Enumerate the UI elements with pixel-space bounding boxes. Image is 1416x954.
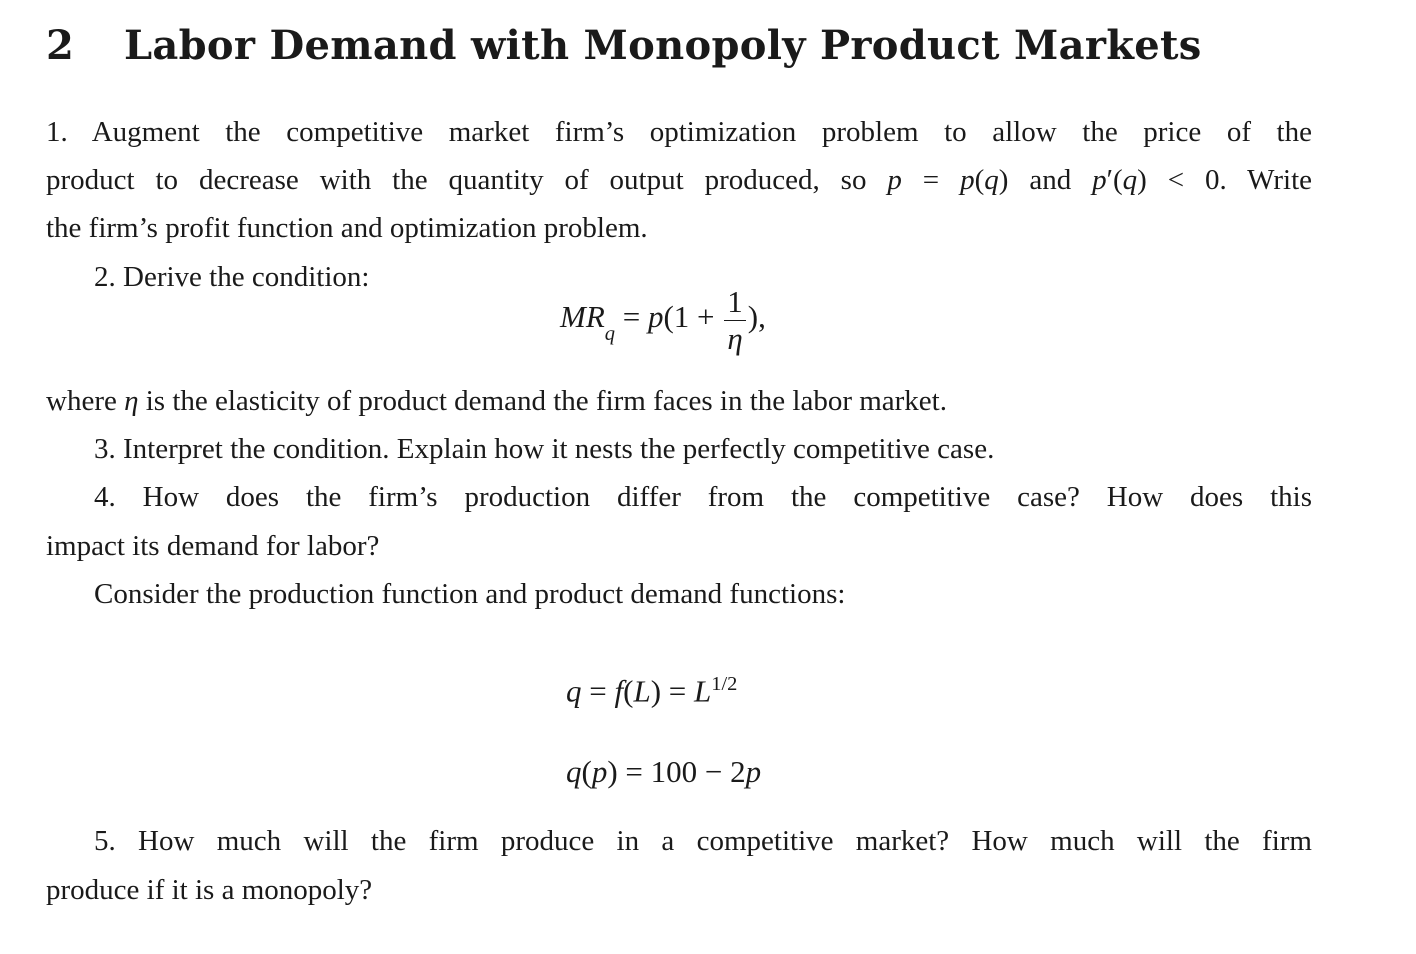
section-number: 2 bbox=[46, 22, 75, 69]
price-derivative-inequality: p′(q) < 0. bbox=[1092, 164, 1227, 196]
eta-symbol: η bbox=[124, 385, 139, 417]
elasticity-description: is the elasticity of product demand the firm faces in the labor market. bbox=[145, 385, 947, 417]
question-1-text: product to decrease with the quantity of output produced, so bbox=[46, 164, 867, 196]
price-function-equation: p = p(q) bbox=[887, 164, 1009, 196]
product-demand-equation: q(p) = 100 − 2p bbox=[566, 754, 762, 789]
question-5-line-1: 5. How much will the firm produce in a competitive market? How much will the firm bbox=[94, 825, 1312, 857]
question-1-line-1: 1. Augment the competitive market firm’s optimization problem to allow the price of the bbox=[46, 116, 1312, 148]
question-3: 3. Interpret the condition. Explain how it nests the perfectly competitive case. bbox=[94, 433, 995, 465]
question-1-line-2 bbox=[46, 160, 1312, 200]
consider-paragraph: Consider the production function and product demand functions: bbox=[94, 578, 846, 610]
section-title: Labor Demand with Monopoly Product Markets bbox=[124, 22, 1202, 69]
question-5-line-2: produce if it is a monopoly? bbox=[46, 874, 373, 906]
question-4-line-2: impact its demand for labor? bbox=[46, 530, 380, 562]
fraction-one-over-eta: $\frac{1}{\eta}$ bbox=[724, 286, 746, 354]
question-2-where-line bbox=[46, 381, 947, 421]
where-word: where bbox=[46, 385, 117, 417]
conjunction-and: and bbox=[1029, 164, 1072, 196]
question-2-label: 2. Derive the condition: bbox=[94, 261, 370, 293]
section-heading bbox=[46, 18, 1202, 74]
question-1-write: Write bbox=[1247, 164, 1313, 196]
production-function-equation: $q = f(L) = L^{1/2}$ bbox=[566, 673, 738, 709]
marginal-revenue-equation: $MR_q = p(1$ + $\frac{1}{\eta}$ ), bbox=[560, 284, 766, 356]
question-1-line-3: the firm’s profit function and optimization problem. bbox=[46, 212, 648, 244]
question-4-line-1: 4. How does the firm’s production differ from the competitive case? How does this bbox=[94, 481, 1312, 513]
